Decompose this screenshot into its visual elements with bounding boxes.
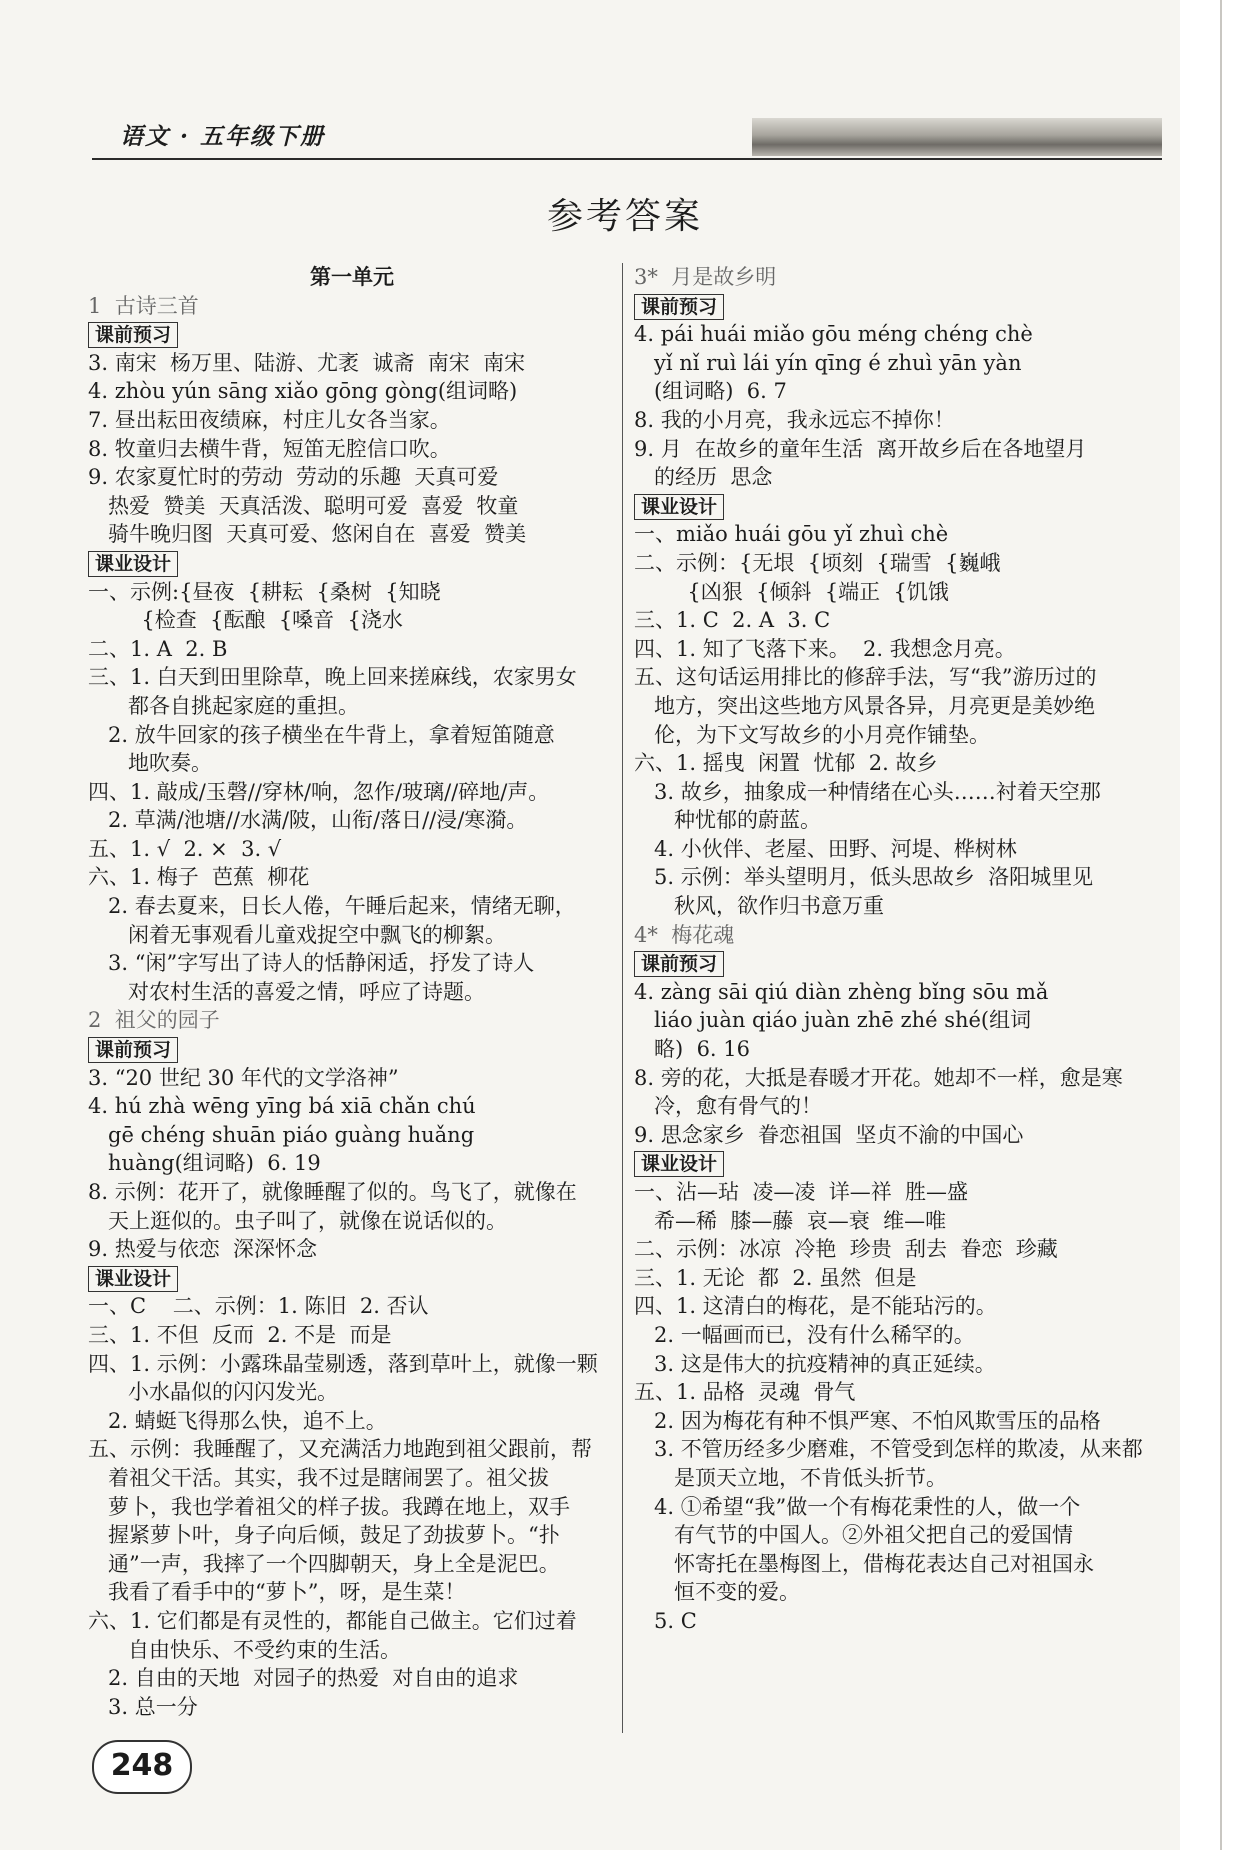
answer-line: 四、1. 知了飞落下来。 2. 我想念月亮。 [634, 636, 1016, 661]
answer-line: 六、1. 梅子 芭蕉 柳花 [88, 865, 310, 890]
answer-line: {检查 {酝酿 {嗓音 {浇水 [88, 608, 403, 633]
answer-line: 对农村生活的喜爱之情，呼应了诗题。 [88, 979, 486, 1004]
answer-line: 8. 示例：花开了，就像睡醒了似的。鸟飞了，就像在 [88, 1180, 577, 1204]
answer-line: gē chéng shuān piáo guàng huǎng [88, 1122, 475, 1147]
answer-line: 4. zàng sāi qiú diàn zhèng bǐng sōu mǎ [634, 979, 1049, 1004]
answer-line: 通”一声，我摔了一个四脚朝天，身上全是泥巴。 [88, 1551, 560, 1576]
answer-line: liáo juàn qiáo juàn zhē zhé shé(组词 [634, 1008, 1032, 1033]
answer-line: 六、1. 摇曳 闲置 忧郁 2. 故乡 [634, 751, 938, 776]
answer-line: 9. 农家夏忙时的劳动 劳动的乐趣 天真可爱 [88, 465, 499, 490]
answer-line: 4. hú zhà wēng yīng bá xiā chǎn chú [88, 1094, 476, 1119]
answer-line: 3. “闲”字写出了诗人的恬静闲适，抒发了诗人 [88, 951, 535, 976]
answer-line: 4. zhòu yún sāng xiǎo gōng gòng(组词略) [88, 379, 518, 404]
answer-line: 2. 蜻蜓飞得那么快，追不上。 [88, 1408, 387, 1433]
answer-line: 8. 旁的花，大抵是春暖才开花。她却不一样，愈是寒 [634, 1065, 1123, 1090]
answer-line: 9. 思念家乡 眷恋祖国 坚贞不渝的中国心 [634, 1122, 1024, 1147]
answer-line: 我看了看手中的“萝卜”，呀，是生菜！ [88, 1580, 466, 1605]
answer-line: 8. 牧童归去横牛背，短笛无腔信口吹。 [88, 436, 451, 461]
answer-line: 一、miǎo huái gōu yǐ zhuì chè [634, 522, 949, 547]
answer-line: 三、1. 无论 都 2. 虽然 但是 [634, 1265, 917, 1290]
answer-line: 着祖父干活。其实，我不过是瞎闹罢了。祖父拔 [88, 1465, 550, 1490]
section-label [634, 492, 1162, 521]
answer-line: 小水晶似的闪闪发光。 [88, 1380, 339, 1405]
page-number: 248 [92, 1740, 192, 1794]
answer-line: 5. 示例：举头望明月，低头思故乡 洛阳城里见 [634, 865, 1094, 890]
answer-line: 2. 草满/池塘//水满/陂，山衔/落日//浸/寒漪。 [88, 808, 528, 833]
section-label [88, 1264, 616, 1293]
page-header [92, 118, 1162, 160]
answer-line: 三、1. 不但 反而 2. 不是 而是 [88, 1322, 392, 1347]
page-title: 参考答案 [546, 196, 703, 237]
answer-line: yǐ nǐ ruì lái yín qīng é zhuì yān yàn [634, 350, 1022, 375]
answer-line: 地方，突出这些地方风景各异，月亮更是美妙绝 [634, 693, 1096, 718]
answer-line: 握紧萝卜叶，身子向后倾，鼓足了劲拔萝卜。“扑 [88, 1523, 560, 1548]
lesson-heading: 2 祖父的园子 [88, 1008, 220, 1033]
answer-line: 3. 总一分 [88, 1694, 198, 1719]
answer-line: 5. C [634, 1608, 697, 1633]
answer-line: 8. 我的小月亮，我永远忘不掉你！ [634, 407, 955, 432]
answer-line: 一、示例:{昼夜 {耕耘 {桑树 {知晓 [88, 579, 441, 604]
header-decorative-image [752, 118, 1162, 156]
answer-line: 六、1. 它们都是有灵性的，都能自己做主。它们过着 [88, 1608, 577, 1633]
answer-line: 三、1. C 2. A 3. C [634, 608, 831, 633]
answer-line: 2. 放牛回家的孩子横坐在牛背上，拿着短笛随意 [88, 722, 555, 747]
lesson-heading: 3* 月是故乡明 [634, 265, 777, 289]
header-title: 语文 · 五年级下册 [120, 123, 326, 150]
answer-line: 3. 南宋 杨万里、陆游、尤袤 诚斋 南宋 南宋 [88, 350, 526, 375]
answer-line: (组词略) 6. 7 [634, 379, 787, 404]
section-label [88, 320, 616, 349]
answer-line: 三、1. 白天到田里除草，晚上回来搓麻线，农家男女 [88, 665, 577, 690]
answer-line: 二、示例：冰凉 冷艳 珍贵 刮去 眷恋 珍藏 [634, 1237, 1058, 1262]
answer-line: 3. 不管历经多少磨难，不管受到怎样的欺凌，从来都 [634, 1437, 1143, 1462]
answer-line: {凶狠 {倾斜 {端正 {饥饿 [634, 579, 949, 604]
answer-line: 3. 故乡，抽象成一种情绪在心头……衬着天空那 [634, 779, 1101, 804]
lesson-heading: 1 古诗三首 [88, 293, 199, 318]
answer-line: 2. 因为梅花有种不惧严寒、不怕风欺雪压的品格 [634, 1408, 1101, 1433]
section-label-box: 课前预习 [634, 951, 724, 977]
answer-line: 秋风，欲作归书意万重 [634, 894, 885, 919]
answer-line: 四、1. 示例：小露珠晶莹剔透，落到草叶上，就像一颗 [88, 1351, 598, 1376]
answer-line: 种忧郁的蔚蓝。 [634, 808, 822, 833]
answer-line: 3. “20 世纪 30 年代的文学洛神” [88, 1065, 399, 1090]
section-label [88, 549, 616, 578]
answer-line: 五、1. 品格 灵魂 骨气 [634, 1380, 856, 1405]
unit-heading: 第一单元 [310, 265, 394, 289]
answer-line: 4. ①希望“我”做一个有梅花秉性的人，做一个 [634, 1494, 1081, 1519]
answer-line: 4. 小伙伴、老屋、田野、河堤、桦树林 [634, 836, 1017, 861]
answer-line: 天上逛似的。虫子叫了，就像在说话似的。 [88, 1208, 508, 1233]
answer-line: 骑牛晚归图 天真可爱、悠闲自在 喜爱 赞美 [88, 522, 527, 547]
section-label-box: 课前预习 [88, 1037, 178, 1063]
answer-line: 略) 6. 16 [634, 1037, 751, 1062]
answer-line: 二、示例：{无垠 {顷刻 {瑞雪 {巍峨 [634, 550, 1001, 575]
section-label [88, 1035, 616, 1064]
answer-line: 有气节的中国人。②外祖父把自己的爱国情 [634, 1523, 1074, 1548]
answer-line: 希—稀 膝—藤 哀—衰 维—唯 [634, 1208, 947, 1233]
section-label-box: 课业设计 [634, 1151, 724, 1177]
answer-line: 恒不变的爱。 [634, 1580, 801, 1605]
answer-line: 五、示例：我睡醒了，又充满活力地跑到祖父跟前，帮 [88, 1437, 592, 1462]
answer-line: 冷，愈有骨气的！ [634, 1094, 823, 1119]
right-column [634, 263, 1162, 1636]
answer-line: 2. 自由的天地 对园子的热爱 对自由的追求 [88, 1666, 519, 1691]
answer-line: 的经历 思念 [634, 465, 773, 490]
answer-line: 7. 昼出耘田夜绩麻，村庄儿女各当家。 [88, 407, 451, 432]
section-label-box: 课业设计 [88, 551, 178, 577]
left-column [88, 263, 616, 1721]
answer-line: 二、1. A 2. B [88, 636, 228, 661]
column-divider [622, 263, 623, 1733]
section-label-box: 课业设计 [88, 1266, 178, 1292]
answer-line: 热爱 赞美 天真活泼、聪明可爱 喜爱 牧童 [88, 493, 519, 518]
section-label-box: 课前预习 [634, 294, 724, 320]
section-label-box: 课业设计 [634, 494, 724, 520]
answer-line: 2. 春去夏来，日长人倦，午睡后起来，情绪无聊， [88, 894, 576, 919]
section-label [634, 292, 1162, 321]
answer-line: 四、1. 这清白的梅花，是不能玷污的。 [634, 1294, 997, 1319]
answer-line: 自由快乐、不受约束的生活。 [88, 1637, 402, 1662]
answer-line: 9. 热爱与依恋 深深怀念 [88, 1237, 318, 1262]
answer-line: 萝卜，我也学着祖父的样子拔。我蹲在地上，双手 [88, 1494, 571, 1519]
lesson-heading: 4* 梅花魂 [634, 922, 735, 947]
answer-line: 五、1. √ 2. × 3. √ [88, 836, 282, 861]
answer-line: 3. 这是伟大的抗疫精神的真正延续。 [634, 1351, 996, 1376]
answer-line: huàng(组词略) 6. 19 [88, 1151, 321, 1176]
section-label-box: 课前预习 [88, 322, 178, 348]
answer-line: 五、这句话运用排比的修辞手法，写“我”游历过的 [634, 665, 1097, 690]
answer-line: 怀寄托在墨梅图上，借梅花表达自己对祖国永 [634, 1551, 1095, 1576]
answer-line: 4. pái huái miǎo gōu méng chéng chè [634, 322, 1033, 347]
answer-line: 9. 月 在故乡的童年生活 离开故乡后在各地望月 [634, 436, 1087, 461]
answer-line: 地吹奏。 [88, 751, 213, 776]
answer-line: 一、C 二、示例：1. 陈旧 2. 否认 [88, 1294, 429, 1319]
answer-line: 四、1. 敲成/玉磬//穿林/响，忽作/玻璃//碎地/声。 [88, 779, 550, 804]
answer-line: 伦，为下文写故乡的小月亮作铺垫。 [634, 722, 991, 747]
torn-edge [1180, 0, 1220, 1850]
answer-line: 闲着无事观看儿童戏捉空中飘飞的柳絮。 [88, 922, 507, 947]
answer-line: 都各自挑起家庭的重担。 [88, 693, 360, 718]
answer-line: 一、沾—玷 凌—凌 详—祥 胜—盛 [634, 1180, 969, 1204]
answer-line: 2. 一幅画而已，没有什么稀罕的。 [634, 1322, 975, 1347]
section-label [634, 949, 1162, 978]
section-label [634, 1149, 1162, 1178]
answer-line: 是顶天立地，不肯低头折节。 [634, 1465, 948, 1490]
